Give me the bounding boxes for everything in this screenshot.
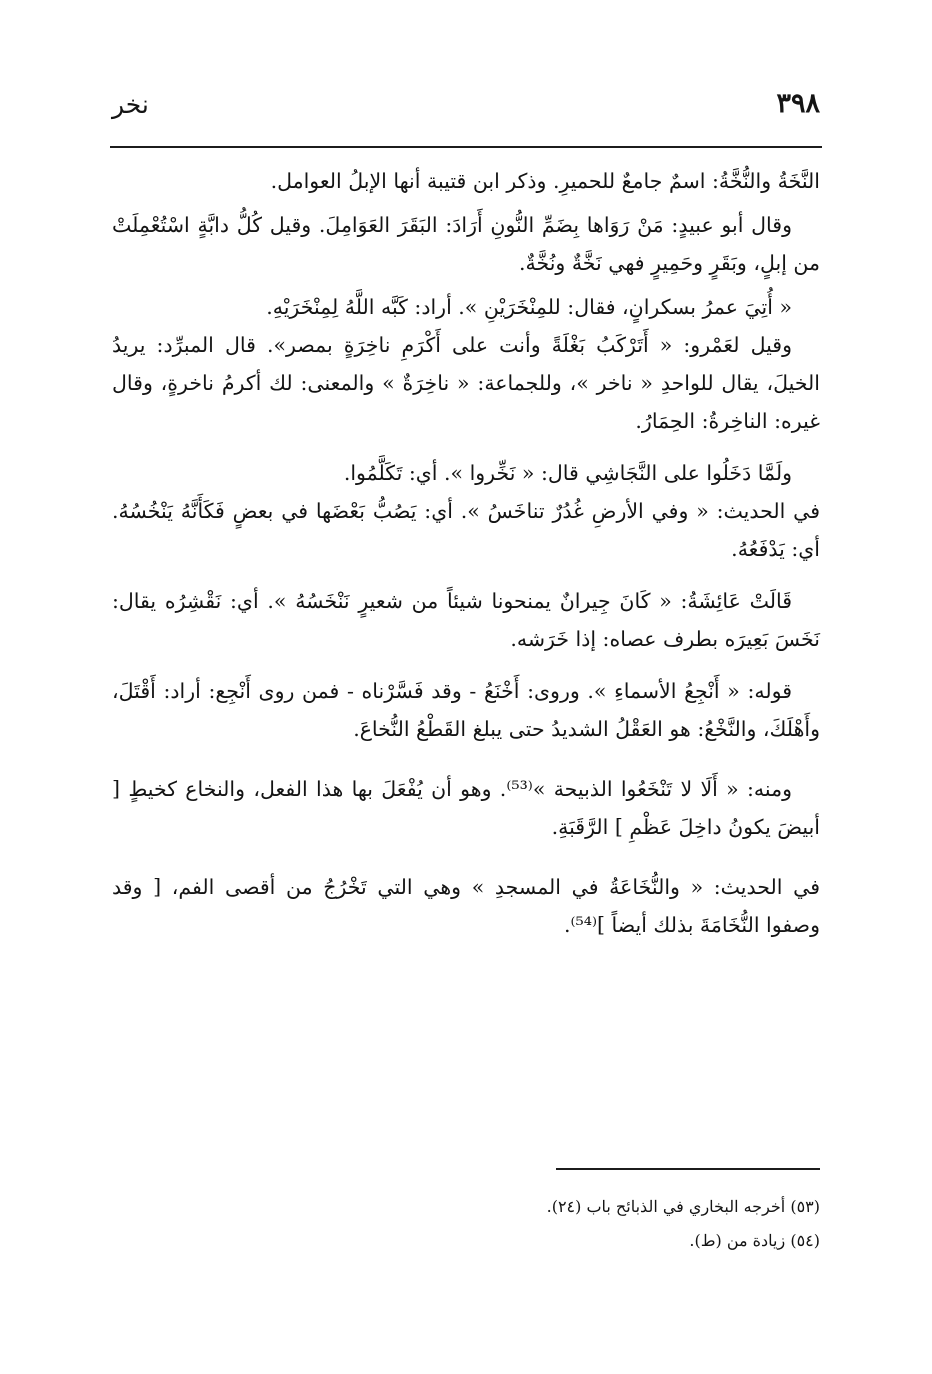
paragraph-amr-mule: وقيل لعَمْرو: « أَتَرْكَبُ بَغْلَةً وأنت على أَكْرَمِ ناخِرَةٍ بمصر». قال المبرِّد: يريدُ الخيلَ، يقال للواحدِ « ناخر »، وللجماعة: « ناخِرَةٌ » والمعنى: لك أكرمُ ناخرةٍ، وقال غيره: الناخِرةُ: الحِمَارُ. xyxy=(112,333,820,433)
paragraph-umar-drunkard: « أُتِيَ عمرُ بسكرانٍ، فقال: للمِنْخَرَيْنِ ». أراد: كَبَّه اللَّهُ لِمِنْخَرَيْهِ. xyxy=(266,295,792,319)
footnote-53: (٥٣) أخرجه البخاري في الذبائح باب (٢٤). xyxy=(546,1197,820,1216)
paragraph-aisha: قَالَتْ عَائِشَةُ: « كَانَ جِيرانٌ يمنحونا شيئاً من شعيرٍ نَنْخَسُهُ ». أي: نَقْشِرُه يقال: نَخَسَ بَعِيرَه بطرف عصاه: إذا خَرَشه. xyxy=(112,589,820,651)
paragraph-nukhaa-hadith: في الحديث: « والنُّخَاعَةُ في المسجدِ » وهي التي تَخْرُجُ من أقصى الفم، [ وقد وصفوا النُّخَامَةَ بذلك أيضاً ]⁽⁵⁴⁾. xyxy=(112,875,820,937)
paragraph-tanakhas-hadith: في الحديث: « وفي الأرضِ غُدُرٌ تناخَسُ ». أي: يَصُبُّ بَعْضَها في بعضٍ فَكَأَنَّهُ يَنْخُسُهُ. أي: يَدْفَعُهُ. xyxy=(112,499,820,561)
paragraph-anja-asma: قوله: « أَنْجِعُ الأسماءِ ». وروى: أَخْنَعُ - وقد فَسَّرْناه - فمن روى أَنْجِع: أراد: أَقْتَلَ، وأَهْلَكَ، والنَّخْعُ: هو العَقْلُ الشديدُ حتى يبلغ القَطْعُ النُّخاعَ. xyxy=(112,679,820,741)
footnotes xyxy=(220,1190,820,1258)
header-divider xyxy=(110,146,822,148)
entry-body xyxy=(112,162,820,944)
footnote-54: (٥٤) زيادة من (ط). xyxy=(689,1231,820,1250)
page-header xyxy=(112,88,820,132)
page-number: ٣٩٨ xyxy=(776,88,820,119)
header-root-word: نخر xyxy=(112,90,149,119)
paragraph-abu-ubayd: وقال أبو عبيدٍ: مَنْ رَوَاها بِضَمِّ النُّونِ أَرَادَ: البَقَرَ العَوَامِلَ. وقيل كُلُّ دابَّةٍ اسْتُعْمِلَتْ من إبلٍ، وبَقَرٍ وحَمِيرٍ فهي نَخَّةٌ ونُخَّةٌ. xyxy=(112,213,820,275)
paragraph-dhabiha: ومنه: « أَلَا لا تَنْخَعُوا الذبيحة »⁽⁵³⁾. وهو أن يُفْعَلَ بها هذا الفعل، والنخاع كخيطٍ [ أبيضَ يكونُ داخِلَ عَظْمِ ] الرَّقَبَةِ. xyxy=(112,777,820,839)
footnote-divider xyxy=(556,1168,820,1170)
paragraph-najashi: ولَمَّا دَخَلُوا على النَّجَاشِي قال: « نَخِّروا ». أي: تَكَلَّمُوا. xyxy=(343,461,792,485)
paragraph-nakha: النَّخَةُ والنُّخَّةُ: اسمٌ جامعٌ للحميرِ. وذكر ابن قتيبة أنها الإبلُ العوامل. xyxy=(270,169,820,193)
